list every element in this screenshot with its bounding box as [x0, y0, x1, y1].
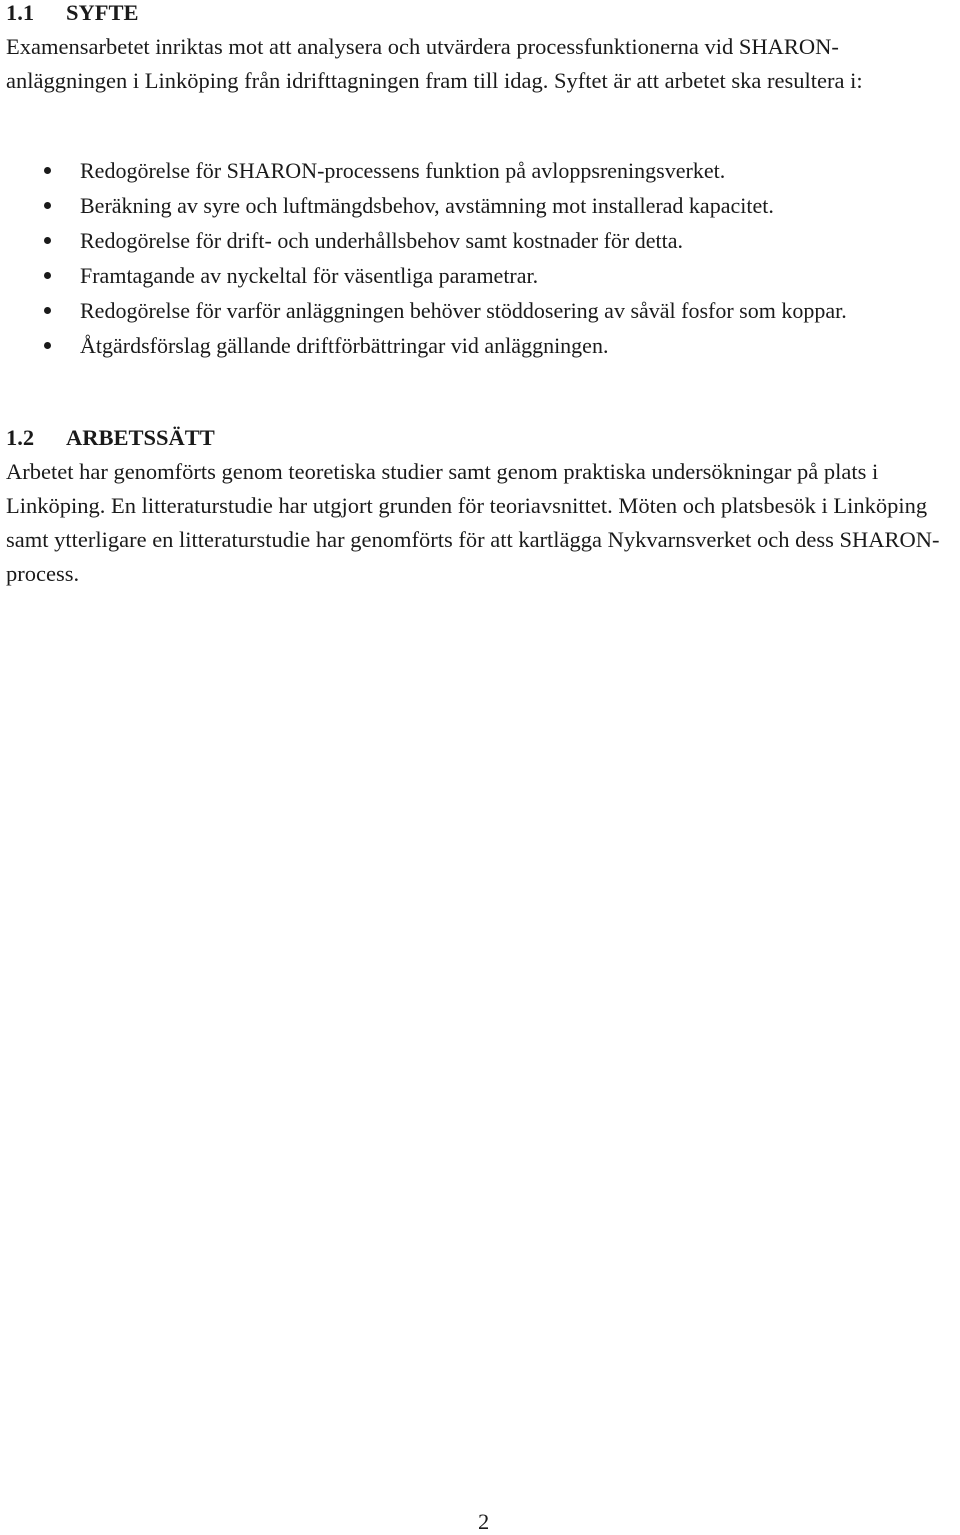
bullet-text: Framtagande av nyckeltal för väsentliga parametrar.: [80, 263, 539, 288]
section-heading-syfte: [6, 0, 139, 26]
bullet-item: [0, 328, 940, 363]
bullet-text: Redogörelse för SHARON-processens funktion på avloppsreningsverket.: [80, 158, 726, 183]
bullet-item: [0, 258, 940, 293]
page-number: 2: [478, 1509, 490, 1534]
bullet-dot-icon: [44, 272, 51, 279]
bullet-dot-icon: [44, 237, 51, 244]
bullet-dot-icon: [44, 202, 51, 209]
bullet-text: Redogörelse för drift- och underhållsbehov samt kostnader för detta.: [80, 228, 683, 253]
bullet-item: [0, 223, 940, 258]
arbetssatt-paragraph: Arbetet har genomförts genom teoretiska studier samt genom praktiska undersökningar på plats i Linköping. En litteraturstudie har utgjort grunden för teoriavsnittet. Möten och platsbesök i Linköping samt ytterligare en litteraturstudie har genomförts för att kartlägga Nykvarnsverket och dess SHARON-process.: [6, 459, 940, 586]
bullet-item: [0, 188, 940, 223]
bullet-text: Åtgärdsförslag gällande driftförbättringar vid anläggningen.: [80, 333, 609, 358]
bullet-item: [0, 153, 940, 188]
section-number: 1.1: [6, 0, 35, 25]
bullet-text: Redogörelse för varför anläggningen behöver stöddosering av såväl fosfor som koppar.: [80, 298, 847, 323]
bullet-text: Beräkning av syre och luftmängdsbehov, avstämning mot installerad kapacitet.: [80, 193, 774, 218]
section-number: 1.2: [6, 425, 35, 450]
section-heading-arbetssatt: [6, 425, 215, 451]
bullet-dot-icon: [44, 342, 51, 349]
bullet-dot-icon: [44, 167, 51, 174]
section-title: ARBETSSÄTT: [66, 425, 215, 450]
bullet-item: [0, 293, 940, 328]
bullet-dot-icon: [44, 307, 51, 314]
section-title: SYFTE: [66, 0, 139, 25]
syfte-bullet-list: [0, 153, 960, 363]
syfte-paragraph: Examensarbetet inriktas mot att analysera och utvärdera processfunktionerna vid SHARON-anläggningen i Linköping från idrifttagningen fram till idag. Syftet är att arbetet ska resultera i:: [6, 34, 863, 93]
